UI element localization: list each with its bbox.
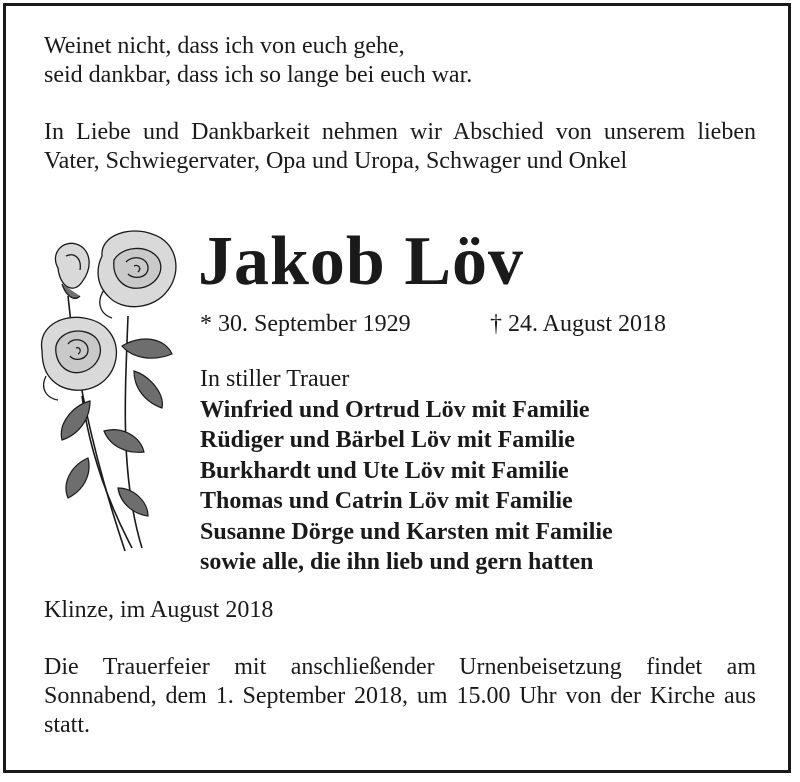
mourner-family: sowie alle, die ihn lieb und gern hatten [200, 549, 594, 575]
poem-line-2: seid dankbar, dass ich so lange bei euch war. [44, 62, 473, 88]
mourner-family: Burkhardt und Ute Löv mit Familie [200, 457, 569, 484]
place-and-date: Klinze, im August 2018 [44, 597, 274, 623]
mourner-family: Rüdiger und Bärbel Löv mit Familie [200, 427, 575, 453]
intro-text: In Liebe und Dankbarkeit nehmen wir Abschied von unserem lieben Vater, Schwiegervater, Opa und Uropa, Schwager und Onkel [44, 119, 756, 174]
poem-line-1: Weinet nicht, dass ich von euch gehe, [44, 33, 405, 59]
death-date: † 24. August 2018 [490, 311, 667, 337]
mourners-block [200, 364, 613, 578]
mourner-family: Thomas und Catrin Löv mit Familie [200, 488, 573, 514]
birth-date: * 30. September 1929 [200, 311, 411, 337]
funeral-notice: Die Trauerfeier mit anschließender Urnenbeisetzung findet am Sonnabend, dem 1. September 2018, um 15.00 Uhr von der Kirche aus statt. [44, 654, 756, 738]
mourning-heading: In stiller Trauer [200, 366, 350, 392]
poem [44, 32, 472, 90]
mourner-family: Winfried und Ortrud Löv mit Familie [200, 396, 590, 423]
roses-icon [30, 226, 190, 556]
life-dates [200, 309, 667, 339]
deceased-name: Jakob Löv [198, 223, 525, 300]
mourner-family: Susanne Dörge und Karsten mit Familie [200, 518, 613, 545]
